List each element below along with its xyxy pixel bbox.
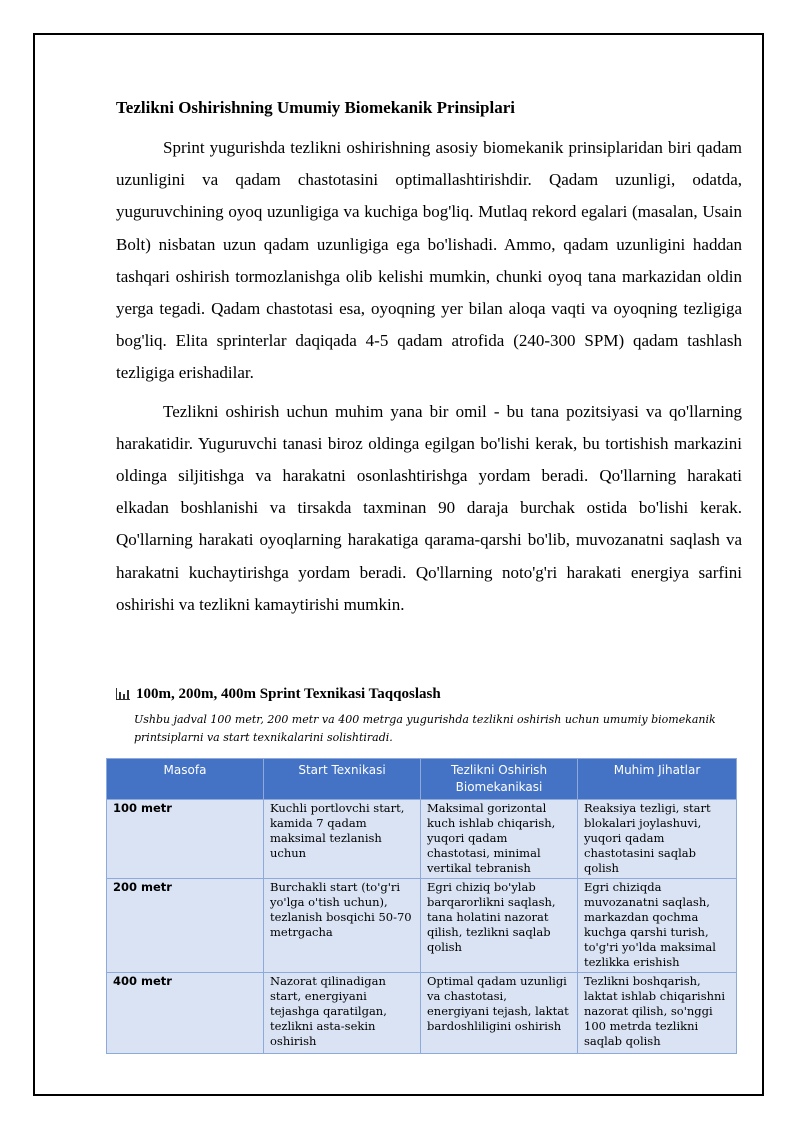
table-cell: Reaksiya tezligi, start blokalari joylashuvi, yuqori qadam chastotasini saqlab qolish: [578, 800, 737, 879]
table-cell: 400 metr: [107, 973, 264, 1054]
table-cell: Tezlikni boshqarish, laktat ishlab chiqarishni nazorat qilish, so'nggi 100 metrda tezlikni saqlab qolish: [578, 973, 737, 1054]
table-section: [116, 683, 742, 747]
section-title-text: 100m, 200m, 400m Sprint Texnikasi Taqqoslash: [136, 685, 441, 702]
paragraph: Tezlikni oshirish uchun muhim yana bir omil - bu tana pozitsiyasi va qo'llarning harakatidir. Yuguruvchi tanasi biroz oldinga egilgan bo'lishi kerak, bu tortishish markazini oldinga siljitishga va harakatni osonlashtirishga yordam beradi. Qo'llarning harakati elkadan boshlanishi va tirsakda taxminan 90 daraja burchak ostida bo'lishi kerak. Qo'llarning harakati oyoqlarning harakatiga qarama-qarshi bo'lib, muvozanatni saqlash va harakatni kuchaytirishga yordam beradi. Qo'llarning noto'g'ri harakati energiya sarfini oshirishi va tezlikni kamaytirishi mumkin.: [116, 401, 742, 614]
column-header: Start Texnikasi: [264, 759, 421, 800]
table-cell: 200 metr: [107, 879, 264, 973]
column-header: Masofa: [107, 759, 264, 800]
table-cell: Burchakli start (to'g'ri yo'lga o'tish uchun), tezlanish bosqichi 50-70 metrgacha: [264, 879, 421, 973]
page-title: Tezlikni Oshirishning Umumiy Biomekanik Prinsiplari: [116, 98, 515, 117]
document-body: [116, 96, 742, 627]
table-row: [107, 879, 737, 973]
section-title: [116, 683, 742, 705]
comparison-table: [106, 758, 737, 1054]
table-cell: Maksimal gorizontal kuch ishlab chiqarish, yuqori qadam chastotasi, minimal vertikal tebranish: [421, 800, 578, 879]
column-header: Muhim Jihatlar: [578, 759, 737, 800]
bar-chart-icon: [116, 688, 130, 700]
table-cell: Optimal qadam uzunligi va chastotasi, energiyani tejash, laktat bardoshliligini oshirish: [421, 973, 578, 1054]
table-cell: 100 metr: [107, 800, 264, 879]
table-header-row: [107, 759, 737, 800]
table-caption: Ushbu jadval 100 metr, 200 metr va 400 metrga yugurishda tezlikni oshirish uchun umumiy biomekanik printsiplarni va start texnikalarini solishtiradi.: [134, 713, 716, 744]
paragraph: Sprint yugurishda tezlikni oshirishning asosiy biomekanik prinsiplaridan biri qadam uzunligini va qadam chastotasini optimallashtirishdir. Qadam uzunligi, odatda, yuguruvchining oyoq uzunligiga va kuchiga bog'liq. Mutlaq rekord egalari (masalan, Usain Bolt) nisbatan uzun qadam uzunligiga ega bo'lishadi. Ammo, qadam uzunligini haddan tashqari oshirish tormozlanishga olib kelishi mumkin, chunki oyoq tana markazidan oldin yerga tegadi. Qadam chastotasi esa, oyoqning yer bilan aloqa vaqti va oyoqning tezligiga bog'liq. Elita sprinterlar daqiqada 4-5 qadam atrofida (240-300 SPM) qadam tashlash tezligiga erishadilar.: [116, 138, 742, 383]
table-row: [107, 800, 737, 879]
table-cell: Egri chiziq bo'ylab barqarorlikni saqlash, tana holatini nazorat qilish, tezlikni saqlab qolish: [421, 879, 578, 973]
column-header: Tezlikni Oshirish Biomekanikasi: [421, 759, 578, 800]
table-row: [107, 973, 737, 1054]
table-cell: Kuchli portlovchi start, kamida 7 qadam maksimal tezlanish uchun: [264, 800, 421, 879]
table-cell: Nazorat qilinadigan start, energiyani tejashga qaratilgan, tezlikni asta-sekin oshirish: [264, 973, 421, 1054]
table-cell: Egri chiziqda muvozanatni saqlash, markazdan qochma kuchga qarshi turish, to'g'ri yo'lda maksimal tezlikka erishish: [578, 879, 737, 973]
